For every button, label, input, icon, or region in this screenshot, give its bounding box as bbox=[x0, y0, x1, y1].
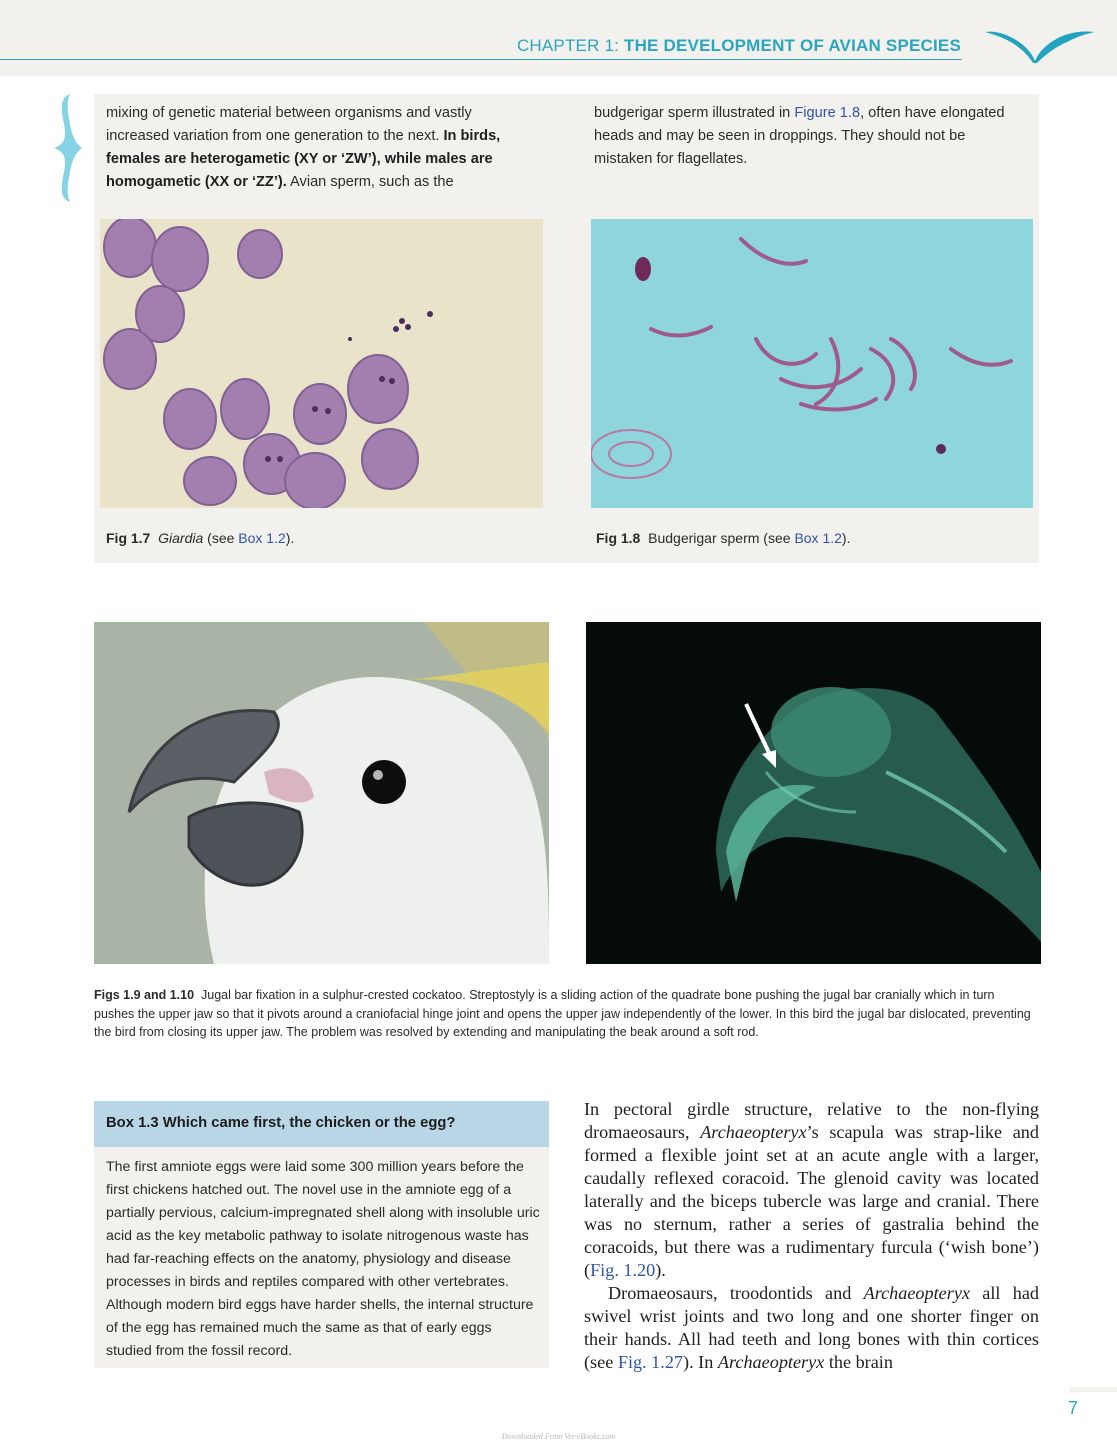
running-header bbox=[517, 36, 961, 56]
giardia-micrograph bbox=[100, 219, 543, 508]
text-run: (see bbox=[203, 530, 239, 546]
text-run: Dromaeosaurs, troodontids and bbox=[608, 1283, 864, 1303]
figs-1-9-1-10-caption bbox=[94, 986, 1038, 1042]
chapter-prefix: CHAPTER 1: bbox=[516, 36, 624, 55]
box-1-3-title: Box 1.3 Which came first, the chicken or the egg? bbox=[106, 1115, 456, 1131]
organism-name: Giardia bbox=[158, 530, 204, 546]
text-run: ). bbox=[285, 530, 295, 546]
figure-label: Fig 1.7 bbox=[106, 530, 151, 546]
text-run: ). bbox=[655, 1260, 666, 1280]
fig-1-7-caption bbox=[106, 530, 294, 546]
text-run: mixing of genetic material between organisms and vastly increased variation from one generation to the next. bbox=[106, 105, 472, 144]
text-run: , often have elongated heads and may be seen in droppings. They should not be mistaken for flagellates. bbox=[594, 105, 1005, 167]
watermark: Downloaded From Vet-eBooks.com bbox=[501, 1432, 616, 1441]
box-link[interactable]: Box 1.2 bbox=[794, 530, 842, 546]
budgerigar-sperm-micrograph bbox=[591, 219, 1033, 508]
caption-text: Jugal bar fixation in a sulphur-crested cockatoo. Streptostyly is a sliding action of the quadrate bone pushing the jugal bar cranially which in turn pushes the upper jaw so that it pivots around a craniofacial hinge joint and opens the upper jaw independently of the lower. In this bird the jugal bar dislocated, preventing the bird from closing its upper jaw. The problem was resolved by extending and manipulating the beak around a soft rod. bbox=[94, 988, 1031, 1039]
cockatoo-photo bbox=[94, 622, 549, 964]
text-run: Avian sperm, such as the bbox=[286, 174, 454, 190]
paragraph bbox=[584, 1282, 1039, 1374]
chapter-title: THE DEVELOPMENT OF AVIAN SPECIES bbox=[624, 36, 961, 55]
text-run: budgerigar sperm illustrated in bbox=[594, 105, 795, 121]
intro-text-right bbox=[594, 102, 1024, 171]
figure-link[interactable]: Fig. 1.27 bbox=[617, 1352, 684, 1372]
text-run: In pectoral girdle structure, relative to the non-flying dromaeosaurs, bbox=[584, 1099, 1039, 1142]
text-run: ). bbox=[841, 530, 851, 546]
body-text bbox=[584, 1098, 1039, 1374]
header-rule bbox=[0, 59, 962, 60]
text-run: all had swivel wrist joints and two long and one shorter finger on their hands. All had teeth and long bones with thin cortices (see bbox=[584, 1283, 1039, 1372]
figure-label: Fig 1.8 bbox=[596, 530, 641, 546]
page-number-rule bbox=[1070, 1387, 1117, 1392]
bird-logo-icon bbox=[985, 25, 1095, 65]
text-run: Budgerigar sperm (see bbox=[648, 530, 795, 546]
text-bold-run: In birds, females are heterogametic (XY or ‘ZW’), while males are homogametic (XX or ‘ZZ’). bbox=[106, 128, 501, 190]
paragraph bbox=[584, 1098, 1039, 1282]
brace-icon bbox=[52, 94, 82, 202]
text-run: ). In bbox=[683, 1352, 718, 1372]
taxon-name: Archaeopteryx bbox=[863, 1283, 970, 1303]
figure-link[interactable]: Figure 1.8 bbox=[794, 105, 861, 121]
figure-label: Figs 1.9 and 1.10 bbox=[94, 988, 195, 1002]
cockatoo-radiograph bbox=[586, 622, 1041, 964]
intro-text-left bbox=[106, 102, 526, 194]
box-link[interactable]: Box 1.2 bbox=[238, 530, 286, 546]
taxon-name: Archaeopteryx bbox=[700, 1122, 807, 1142]
page-number: 7 bbox=[1068, 1398, 1079, 1418]
box-1-3-body: The first amniote eggs were laid some 300 million years before the first chickens hatched out. The novel use in the amniote egg of a partially pervious, calcium-impregnated shell along with insoluble uric acid as the key metabolic pathway to isolate nitrogenous waste has had far-reaching effects on the anatomy, physiology and disease processes in birds and reptiles compared with other vertebrates. Although modern bird eggs have harder shells, the internal structure of the egg has remained much the same as that of early eggs studied from the fossil record. bbox=[106, 1159, 540, 1359]
text-run: ’s scapula was strap-like and formed a flexible joint set at an acute angle with a larger, caudally reflexed coracoid. The glenoid cavity was located laterally and the biceps tubercle was large and cranial. There was no sternum, rather a series of gastralia behind the coracoids, but there was a rudimentary furcula (‘wish bone’) ( bbox=[584, 1122, 1039, 1280]
figure-link[interactable]: Fig. 1.20 bbox=[590, 1260, 656, 1280]
taxon-name: Archaeopteryx bbox=[717, 1352, 825, 1372]
text-run: the brain bbox=[824, 1352, 893, 1372]
fig-1-8-caption bbox=[596, 530, 850, 546]
